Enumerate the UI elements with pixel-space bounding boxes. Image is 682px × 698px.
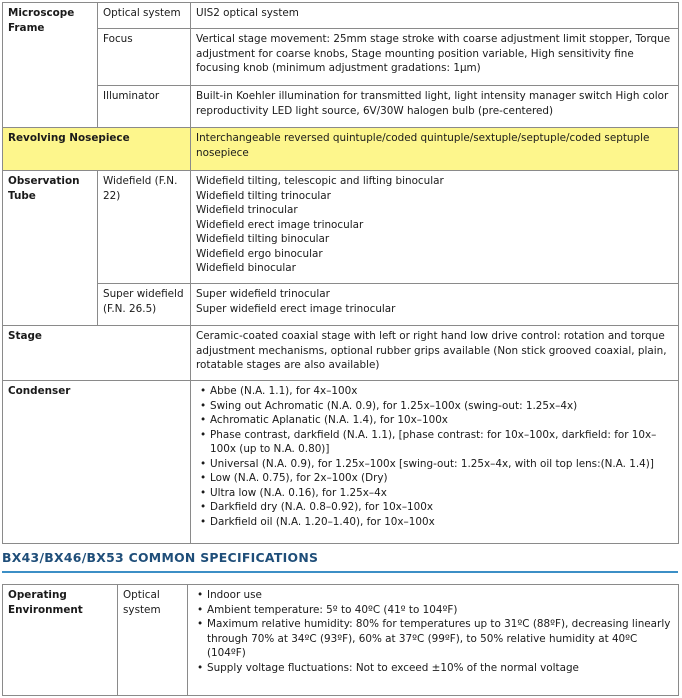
list-item: Widefield tilting, telescopic and lifting binocular: [196, 175, 444, 187]
widefield-sublabel: Widefield (F.N. 22): [98, 171, 191, 284]
list-item: • Darkfield dry (N.A. 0.8–0.92), for 10x–100x: [210, 500, 673, 515]
list-item: Super widefield erect image trinocular: [196, 302, 396, 315]
optical-system-sublabel: Optical system: [98, 3, 191, 29]
observation-tube-label: Observation Tube: [3, 171, 98, 326]
row-condenser: [3, 381, 679, 544]
microscope-frame-label: Microscope Frame: [3, 3, 98, 128]
list-item: • Maximum relative humidity: 80% for temperatures up to 31ºC (88ºF), decreasing linearly through 70% at 34ºC (93ºF), 60% at 37ºC (99ºF), to 50% relative humidity at 40ºC (104ºF): [207, 617, 673, 661]
focus-value: Vertical stage movement: 25mm stage stroke with coarse adjustment limit stopper, Torque adjustment for coarse knobs, Stage mounting position variable, High sensitivity fine focusing knob (minimum adjustment gradations: 1μm): [191, 29, 679, 86]
optical-system-value: UIS2 optical system: [191, 3, 679, 29]
row-illuminator: [3, 86, 679, 128]
condenser-label: Condenser: [3, 381, 191, 544]
illuminator-sublabel: Illuminator: [98, 86, 191, 128]
list-item: • Darkfield oil (N.A. 1.20–1.40), for 10x–100x: [210, 515, 673, 530]
focus-sublabel: Focus: [98, 29, 191, 86]
revolving-nosepiece-label: Revolving Nosepiece: [3, 128, 191, 171]
section-divider: [2, 571, 678, 573]
stage-label: Stage: [3, 326, 191, 381]
row-optical-system: [3, 3, 679, 29]
list-item: Widefield tilting trinocular: [196, 189, 331, 202]
list-item: Widefield ergo binocular: [196, 247, 323, 260]
list-item: • Universal (N.A. 0.9), for 1.25x–100x [swing-out: 1.25x–4x, with oil top lens:(N.A. 1.4)]: [210, 457, 673, 472]
row-stage: [3, 326, 679, 381]
list-item: Widefield trinocular: [196, 204, 298, 216]
row-revolving-nosepiece: [3, 128, 679, 171]
super-widefield-sublabel: Super widefield (F.N. 26.5): [98, 284, 191, 326]
list-item: • Phase contrast, darkfield (N.A. 1.1), [phase contrast: for 10x–100x, darkfield: for 10x–100x (up to N.A. 0.80)]: [210, 428, 673, 457]
row-widefield: [3, 171, 679, 284]
row-operating-environment: [3, 585, 679, 696]
stage-value: Ceramic-coated coaxial stage with left or right hand low drive control: rotation and torque adjustment mechanisms, optional rubber grips available (Non stick grooved coaxial, plain, rotatable stages are also available): [191, 326, 679, 381]
operating-environment-list: [193, 588, 673, 675]
condenser-list: [196, 384, 673, 529]
revolving-nosepiece-value: Interchangeable reversed quintuple/coded quintuple/sextuple/septuple/coded septuple nosepiece: [191, 128, 679, 171]
super-widefield-list: [191, 284, 679, 326]
list-item: Super widefield trinocular: [196, 288, 330, 300]
list-item: • Low (N.A. 0.75), for 2x–100x (Dry): [210, 471, 673, 486]
section-heading: BX43/BX46/BX53 COMMON SPECIFICATIONS: [2, 550, 319, 565]
illuminator-value: Built-in Koehler illumination for transmitted light, light intensity manager switch High color reproductivity LED light source, 6V/30W halogen bulb (pre-centered): [191, 86, 679, 128]
row-focus: [3, 29, 679, 86]
operating-environment-label: Operating Environment: [3, 585, 118, 696]
frame-spec-table: [2, 2, 679, 544]
condenser-list-cell: [191, 381, 679, 544]
list-item: • Supply voltage fluctuations: Not to exceed ±10% of the normal voltage: [207, 661, 673, 676]
list-item: • Abbe (N.A. 1.1), for 4x–100x: [210, 384, 673, 399]
common-spec-table: [2, 584, 679, 696]
list-item: • Swing out Achromatic (N.A. 0.9), for 1.25x–100x (swing-out: 1.25x–4x): [210, 399, 673, 414]
list-item: Widefield binocular: [196, 262, 296, 274]
list-item: • Achromatic Aplanatic (N.A. 1.4), for 10x–100x: [210, 413, 673, 428]
row-super-widefield: [3, 284, 679, 326]
operating-environment-list-cell: [188, 585, 679, 696]
list-item: • Ambient temperature: 5º to 40ºC (41º to 104ºF): [207, 603, 673, 618]
operating-environment-sublabel: Optical system: [118, 585, 188, 696]
list-item: • Ultra low (N.A. 0.16), for 1.25x–4x: [210, 486, 673, 501]
list-item: Widefield erect image trinocular: [196, 218, 364, 231]
list-item: Widefield tilting binocular: [196, 233, 330, 245]
widefield-list: [191, 171, 679, 284]
list-item: • Indoor use: [207, 588, 673, 603]
